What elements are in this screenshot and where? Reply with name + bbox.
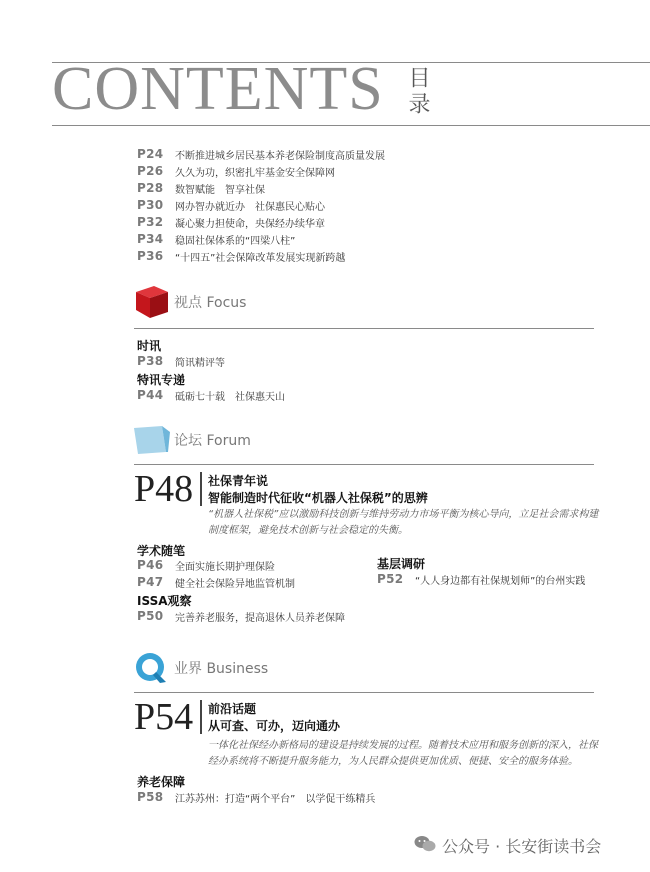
entry-title: 健全社会保险异地监管机制	[175, 578, 295, 590]
page-title: CONTENTS	[52, 55, 384, 123]
toc-entry[interactable]	[137, 214, 325, 230]
toc-entry[interactable]	[377, 571, 585, 587]
entry-title: 砥砺七十载 社保惠天山	[175, 391, 285, 403]
page-number: P46	[137, 558, 164, 572]
red-cube-icon	[132, 284, 172, 320]
page-number: P32	[137, 215, 164, 229]
watermark-text: 公众号 · 长安街读书会	[442, 837, 602, 856]
section-rule	[134, 328, 594, 329]
entry-title: 全面实施长期护理保险	[175, 561, 275, 573]
feature-title[interactable]: 从可查、可办，迈向通办	[208, 719, 341, 733]
entry-title: 稳固社保体系的“四梁八柱”	[175, 235, 296, 247]
section-label: 视点 Focus	[174, 295, 247, 311]
blue-q-icon	[132, 650, 172, 686]
toc-entry[interactable]	[137, 574, 295, 590]
feature-title[interactable]: 智能制造时代征收“机器人社保税”的思辨	[208, 491, 428, 505]
feature-description: “机器人社保税”应以激励科技创新与维持劳动力市场平衡为核心导向，立足社会需求构建制度框架，避免技术创新与社会稳定的失衡。	[208, 509, 599, 536]
section-rule	[134, 692, 594, 693]
entry-title: 凝心聚力担使命，央保经办续华章	[175, 218, 325, 230]
section-label: 论坛 Forum	[174, 433, 251, 449]
toc-entry[interactable]	[137, 163, 335, 179]
feature-column: 前沿话题	[208, 702, 257, 716]
page-number: P38	[137, 354, 164, 368]
section-header-focus	[132, 284, 246, 320]
group-heading: ISSA观察	[137, 594, 192, 608]
wechat-watermark	[414, 834, 601, 857]
feature-divider	[200, 700, 202, 734]
entry-title: 江苏苏州：打造“两个平台” 以学促干练精兵	[175, 793, 376, 805]
group-heading: 特讯专递	[137, 373, 186, 387]
section-header-forum	[132, 422, 251, 458]
toc-entry[interactable]	[137, 557, 275, 573]
section-header-business	[132, 650, 268, 686]
entry-title: “人人身边都有社保规划师”的台州实践	[415, 575, 586, 587]
feature-column: 社保青年说	[208, 474, 269, 488]
group-heading: 学术随笔	[137, 544, 186, 558]
toc-entry[interactable]	[137, 180, 265, 196]
page-number: P47	[137, 575, 164, 589]
feature-page-number: P48	[134, 468, 194, 510]
page-title-cn: 目录	[405, 66, 430, 118]
toc-entry[interactable]	[137, 789, 375, 805]
page-number: P52	[377, 572, 404, 586]
entry-title: 久久为功，织密扎牢基金安全保障网	[175, 167, 335, 179]
toc-entry[interactable]	[137, 353, 225, 369]
toc-entry[interactable]	[137, 248, 345, 264]
header-rule	[52, 125, 650, 126]
page-number: P28	[137, 181, 164, 195]
entry-title: 完善养老服务，提高退休人员养老保障	[175, 612, 345, 624]
page-number: P34	[137, 232, 164, 246]
section-label: 业界 Business	[174, 661, 269, 677]
page-number: P44	[137, 388, 164, 402]
group-heading: 时讯	[137, 339, 162, 353]
page-number: P36	[137, 249, 164, 263]
entry-title: 网办智办就近办 社保惠民心贴心	[175, 201, 325, 213]
feature-divider	[200, 472, 202, 506]
page-number: P50	[137, 609, 164, 623]
toc-entry[interactable]	[137, 197, 325, 213]
blue-prism-icon	[132, 422, 172, 458]
entry-title: 简讯精评等	[175, 357, 225, 369]
feature-page-number: P54	[134, 696, 194, 738]
entry-title: 不断推进城乡居民基本养老保险制度高质量发展	[175, 150, 385, 162]
group-heading: 养老保障	[137, 775, 186, 789]
section-rule	[134, 464, 594, 465]
group-heading: 基层调研	[377, 557, 426, 571]
wechat-icon	[414, 835, 436, 857]
toc-entry[interactable]	[137, 608, 345, 624]
toc-entry[interactable]	[137, 146, 385, 162]
entry-title: 数智赋能 智享社保	[175, 184, 265, 196]
toc-entry[interactable]	[137, 387, 285, 403]
feature-description: 一体化社保经办新格局的建设是持续发展的过程。随着技术应用和服务创新的深入，社保经办系统将不断提升服务能力，为人民群众提供更加优质、便捷、安全的服务体验。	[208, 740, 598, 767]
page-number: P26	[137, 164, 164, 178]
entry-title: “十四五”社会保障改革发展实现新跨越	[175, 252, 346, 264]
toc-entry[interactable]	[137, 231, 295, 247]
page-number: P58	[137, 790, 164, 804]
page-number: P30	[137, 198, 164, 212]
page-number: P24	[137, 147, 164, 161]
